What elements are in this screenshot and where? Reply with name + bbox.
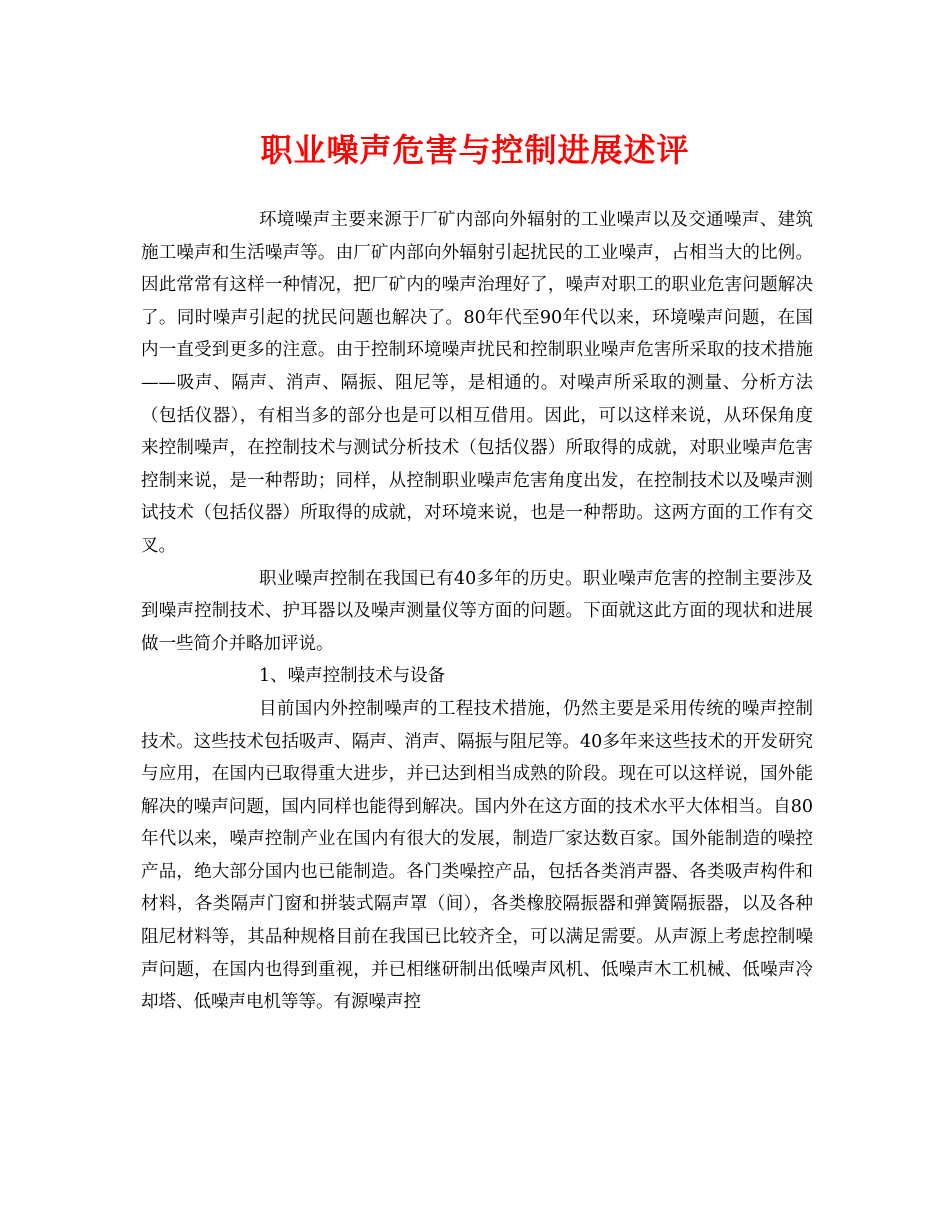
paragraph-noise-control-tech: 目前国内外控制噪声的工程技术措施，仍然主要是采用传统的噪声控制技术。这些技术包括吸声、隔声、消声、隔振与阻尼等。40多年来这些技术的开发研究与应用，在国内已取得重大进步，并已达到相当成熟的阶段。现在可以这样说，国外能解决的噪声问题，国内同样也能得到解决。国内外在这方面的技术水平大体相当。自80年代以来，噪声控制产业在国内有很大的发展，制造厂家达数百家。国外能制造的噪控产品，绝大部分国内也已能制造。各门类噪控产品，包括各类消声器、各类吸声构件和材料，各类隔声门窗和拼装式隔声罩（间），各类橡胶隔振器和弹簧隔振器，以及各种阻尼材料等，其品种规格目前在我国已比较齐全，可以满足需要。从声源上考虑控制噪声问题，在国内也得到重视，并已相继研制出低噪声风机、低噪声木工机械、低噪声冷却塔、低噪声电机等等。有源噪声控	[141, 698, 813, 1013]
section-heading-noise-control: 1、噪声控制技术与设备	[259, 666, 446, 687]
paragraph-intro: 环境噪声主要来源于厂矿内部向外辐射的工业噪声以及交通噪声、建筑施工噪声和生活噪声等。由厂矿内部向外辐射引起扰民的工业噪声，占相当大的比例。因此常常有这样一种情况，把厂矿内的噪声治理好了，噪声对职工的职业危害问题解决了。同时噪声引起的扰民问题也解决了。80年代至90年代以来，环境噪声问题，在国内一直受到更多的注意。由于控制环境噪声扰民和控制职业噪声危害所采取的技术措施——吸声、隔声、消声、隔振、阻尼等，是相通的。对噪声所采取的测量、分析方法（包括仪器），有相当多的部分也是可以相互借用。因此，可以这样来说，从环保角度来控制噪声，在控制技术与测试分析技术（包括仪器）所取得的成就，对职业噪声危害控制来说，是一种帮助；同样，从控制职业噪声危害角度出发，在控制技术以及噪声测试技术（包括仪器）所取得的成就，对环境来说，也是一种帮助。这两方面的工作有交叉。	[141, 210, 813, 556]
paragraph-history: 职业噪声控制在我国已有40多年的历史。职业噪声危害的控制主要涉及到噪声控制技术、护耳器以及噪声测量仪等方面的问题。下面就这此方面的现状和进展做一些简介并略加评说。	[141, 568, 813, 654]
document-title: 职业噪声危害与控制进展述评	[260, 131, 690, 169]
document-body	[141, 204, 813, 1019]
